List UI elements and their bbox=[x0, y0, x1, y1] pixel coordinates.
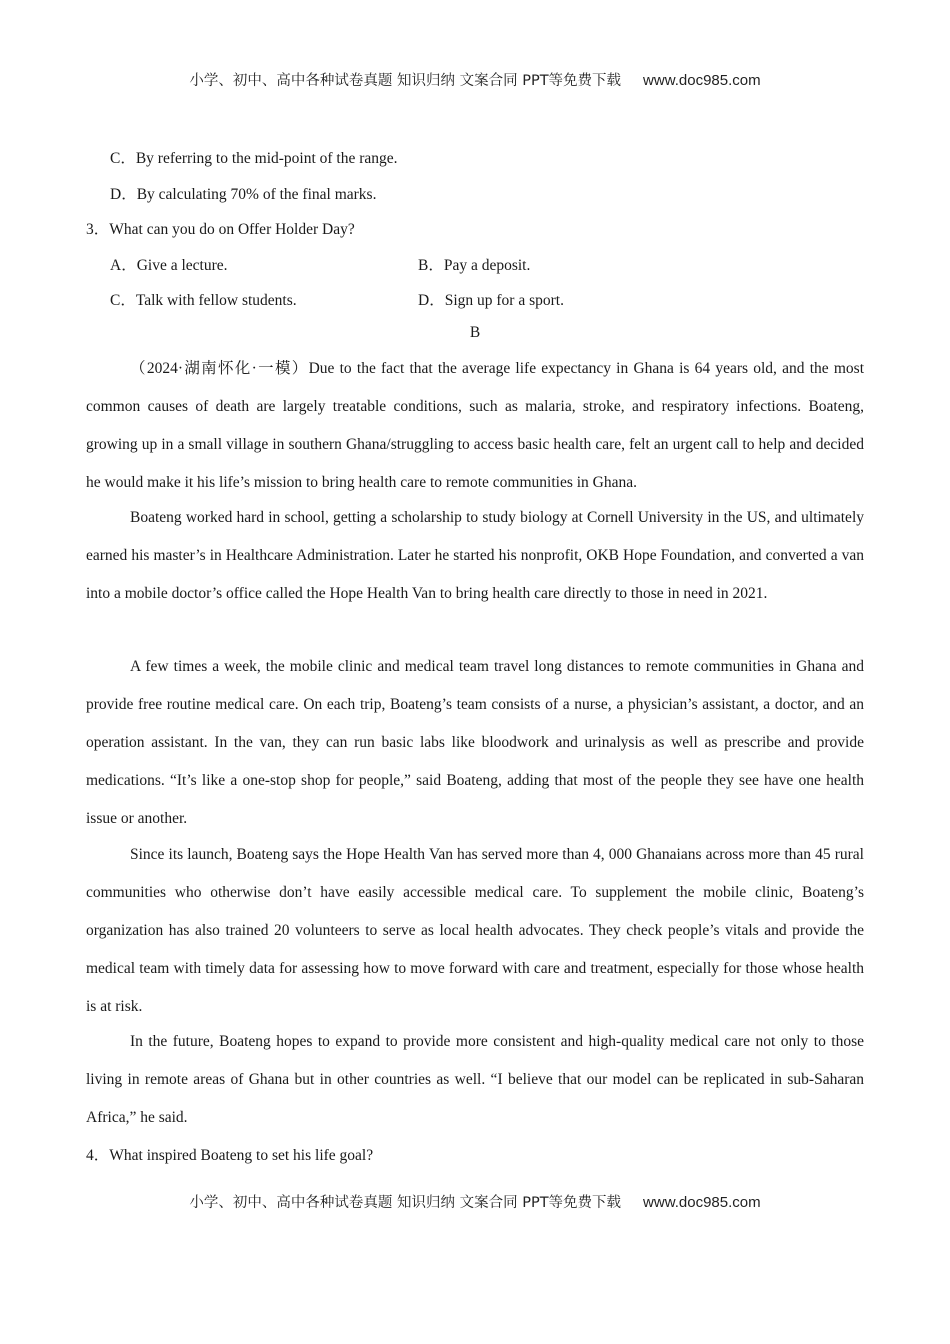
page-footer bbox=[0, 1191, 950, 1212]
header-site-link[interactable]: www.doc985.com bbox=[643, 72, 761, 89]
passage-paragraph-5: In the future, Boateng hopes to expand to provide more consistent and high-quality medical care not only to those living in remote areas of Ghana but in other countries as well. “I believe that our model can be replicated in sub-Saharan Africa,” he said. bbox=[86, 1033, 864, 1126]
footer-site-link[interactable]: www.doc985.com bbox=[643, 1194, 761, 1211]
q3-question: 3．What can you do on Offer Holder Day? bbox=[86, 221, 355, 238]
q3-option-d: D．Sign up for a sport. bbox=[418, 292, 564, 309]
q3-option-b: B．Pay a deposit. bbox=[418, 257, 531, 274]
passage-paragraph-2: Boateng worked hard in school, getting a scholarship to study biology at Cornell University in the US, and ultimately earned his master’s in Healthcare Administration. Later he started his nonprofit, OKB Hope Foundation, and converted a van into a mobile doctor’s office called the Hope Health Van to bring health care directly to those in need in 2021. bbox=[86, 509, 864, 602]
q4-question: 4．What inspired Boateng to set his life goal? bbox=[86, 1147, 374, 1164]
q3-option-a: A．Give a lecture. bbox=[110, 257, 228, 274]
header-text: 小学、初中、高中各种试卷真题 知识归纳 文案合同 PPT等免费下载 bbox=[189, 73, 622, 89]
footer-text: 小学、初中、高中各种试卷真题 知识归纳 文案合同 PPT等免费下载 bbox=[189, 1195, 622, 1211]
q2-option-d: D．By calculating 70% of the final marks. bbox=[110, 186, 377, 203]
q3-option-c: C．Talk with fellow students. bbox=[110, 292, 297, 309]
passage-paragraph-1: （2024·湖南怀化·一模）Due to the fact that the average life expectancy in Ghana is 64 years old, and the most common causes of death are largely treatable conditions, such as malaria, stroke, and respiratory infections. Boateng, growing up in a small village in southern Ghana/struggling to access basic health care, felt an urgent call to help and decided he would make it his life’s mission to bring health care to remote communities in Ghana. bbox=[86, 360, 864, 491]
section-label: B bbox=[469, 324, 481, 341]
passage-paragraph-4: Since its launch, Boateng says the Hope Health Van has served more than 4, 000 Ghanaians across more than 45 rural communities who otherwise don’t have easily accessible medical care. To supplement the mobile clinic, Boateng’s organization has also trained 20 volunteers to serve as local health advocates. They check people’s vitals and provide the medical team with timely data for assessing how to move forward with care and treatment, especially for those whose health is at risk. bbox=[86, 846, 864, 1015]
page-header bbox=[0, 69, 950, 90]
q2-option-c: C．By referring to the mid-point of the range. bbox=[110, 150, 398, 167]
passage-paragraph-3: A few times a week, the mobile clinic and medical team travel long distances to remote communities in Ghana and provide free routine medical care. On each trip, Boateng’s team consists of a nurse, a physician’s assistant, a doctor, and an operation assistant. In the van, they can run basic labs like bloodwork and urinalysis as well as prescribe and provide medications. “It’s like a one-stop shop for people,” said Boateng, adding that most of the people they see have one health issue or another. bbox=[86, 658, 864, 827]
